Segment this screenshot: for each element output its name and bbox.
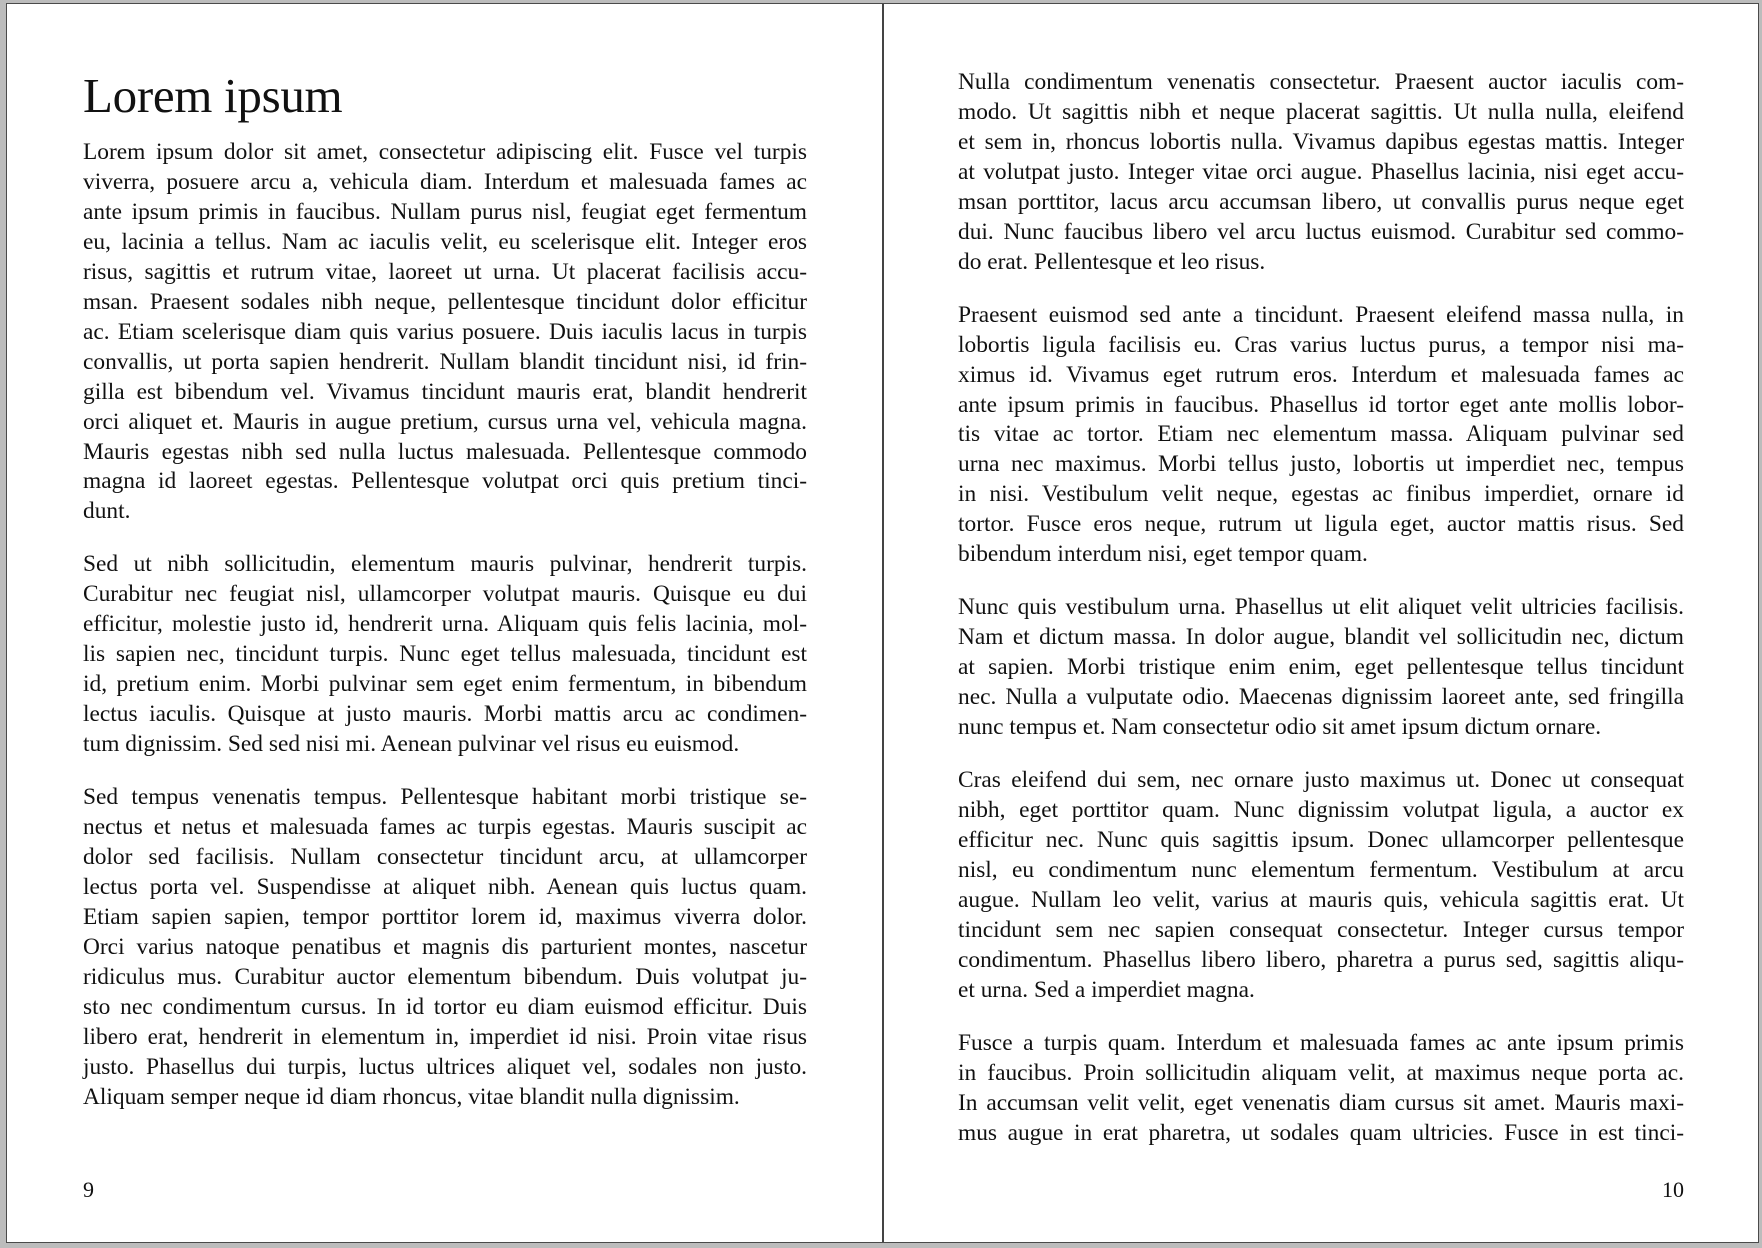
paragraph bbox=[83, 138, 807, 527]
text-line: Praesent euismod sed ante a tincidunt. Praesent eleifend massa nulla, in bbox=[958, 301, 1684, 328]
page-heading: Lorem ipsum bbox=[83, 68, 343, 123]
text-line: condimentum. Phasellus libero libero, pharetra a purus sed, sagittis aliqu- bbox=[958, 946, 1684, 973]
text-line: mus augue in erat pharetra, ut sodales quam ultricies. Fusce in est tinci- bbox=[958, 1119, 1684, 1146]
text-line: sto nec condimentum cursus. In id tortor eu diam euismod efficitur. Duis bbox=[83, 993, 807, 1020]
text-line: augue. Nullam leo velit, varius at mauris quis, vehicula sagittis erat. Ut bbox=[958, 886, 1684, 913]
text-line: ximus id. Vivamus eget rutrum eros. Interdum et malesuada fames ac bbox=[958, 361, 1684, 388]
text-line: In accumsan velit velit, eget venenatis diam cursus sit amet. Mauris maxi- bbox=[958, 1089, 1684, 1116]
text-line: Etiam sapien sapien, tempor porttitor lorem id, maximus viverra dolor. bbox=[83, 903, 807, 930]
text-line: urna nec maximus. Morbi tellus justo, lobortis ut imperdiet nec, tempus bbox=[958, 451, 1684, 478]
text-line: tis vitae ac tortor. Etiam nec elementum massa. Aliquam pulvinar sed bbox=[958, 421, 1684, 448]
text-line: lobortis ligula facilisis eu. Cras varius luctus purus, a tempor nisi ma- bbox=[958, 331, 1684, 358]
text-line: gilla est bibendum vel. Vivamus tincidunt mauris erat, blandit hendrerit bbox=[83, 378, 807, 405]
book-spread bbox=[6, 3, 1759, 1243]
text-line: risus, sagittis et rutrum vitae, laoreet ut urna. Ut placerat facilisis accu- bbox=[83, 258, 807, 285]
text-line: at sapien. Morbi tristique enim enim, eget pellentesque tellus tincidunt bbox=[958, 654, 1684, 681]
text-line: Lorem ipsum dolor sit amet, consectetur adipiscing elit. Fusce vel turpis bbox=[83, 139, 807, 165]
text-line: modo. Ut sagittis nibh et neque placerat sagittis. Ut nulla nulla, eleifend bbox=[958, 98, 1684, 125]
text-line: Aliquam semper neque id diam rhoncus, vitae blandit nulla dignissim. bbox=[83, 1083, 740, 1110]
text-line: et sem in, rhoncus lobortis nulla. Vivamus dapibus egestas mattis. Integer bbox=[958, 128, 1684, 155]
text-line: Cras eleifend dui sem, nec ornare justo maximus ut. Donec ut consequat bbox=[958, 767, 1684, 794]
paragraph bbox=[958, 301, 1684, 571]
left-text-column bbox=[83, 68, 807, 1136]
text-line: Curabitur nec feugiat nisl, ullamcorper volutpat mauris. Quisque eu dui bbox=[83, 581, 807, 608]
text-line: libero erat, hendrerit in elementum in, imperdiet id nisi. Proin vitae risus bbox=[83, 1023, 807, 1050]
text-line: ante ipsum primis in faucibus. Phasellus id tortor eget ante mollis lobor- bbox=[958, 391, 1684, 418]
text-line: Sed ut nibh sollicitudin, elementum mauris pulvinar, hendrerit turpis. bbox=[83, 551, 807, 578]
text-line: msan porttitor, lacus arcu accumsan libero, ut convallis purus neque eget bbox=[958, 188, 1684, 215]
page-number-left: 9 bbox=[83, 1177, 94, 1202]
text-line: Fusce a turpis quam. Interdum et malesuada fames ac ante ipsum primis bbox=[958, 1029, 1684, 1056]
text-line: lectus iaculis. Quisque at justo mauris. Morbi mattis arcu ac condimen- bbox=[83, 701, 807, 728]
paragraph bbox=[958, 68, 1684, 278]
text-line: do erat. Pellentesque et leo risus. bbox=[958, 248, 1266, 275]
paragraph bbox=[958, 1029, 1684, 1149]
text-line: magna id laoreet egestas. Pellentesque volutpat orci quis pretium tinci- bbox=[83, 468, 807, 495]
paragraph bbox=[958, 766, 1684, 1006]
text-line: efficitur nec. Nunc quis sagittis ipsum. Donec ullamcorper pellentesque bbox=[958, 826, 1684, 853]
text-line: lectus porta vel. Suspendisse at aliquet nibh. Aenean quis luctus quam. bbox=[83, 873, 807, 900]
right-text-column bbox=[958, 68, 1684, 1171]
text-line: viverra, posuere arcu a, vehicula diam. Interdum et malesuada fames ac bbox=[83, 168, 807, 195]
text-line: Sed tempus venenatis tempus. Pellentesque habitant morbi tristique se- bbox=[83, 784, 807, 811]
page-number-right: 10 bbox=[1662, 1177, 1684, 1202]
text-line: justo. Phasellus dui turpis, luctus ultrices aliquet vel, sodales non justo. bbox=[83, 1053, 807, 1080]
left-paragraphs bbox=[83, 138, 807, 1113]
paragraph bbox=[958, 593, 1684, 743]
right-paragraphs bbox=[958, 68, 1684, 1148]
text-line: efficitur, molestie justo id, hendrerit urna. Aliquam quis felis lacinia, mol- bbox=[83, 611, 807, 638]
text-line: Nunc quis vestibulum urna. Phasellus ut elit aliquet velit ultricies facilisis. bbox=[958, 594, 1684, 621]
text-line: bibendum interdum nisi, eget tempor quam. bbox=[958, 541, 1368, 568]
paragraph bbox=[83, 783, 807, 1112]
text-line: id, pretium enim. Morbi pulvinar sem eget enim fermentum, in bibendum bbox=[83, 671, 807, 698]
right-page bbox=[884, 4, 1758, 1242]
text-line: convallis, ut porta sapien hendrerit. Nullam blandit tincidunt nisi, id frin- bbox=[83, 348, 807, 375]
text-line: eu, lacinia a tellus. Nam ac iaculis velit, eu scelerisque elit. Integer eros bbox=[83, 228, 807, 255]
text-line: Mauris egestas nibh sed nulla luctus malesuada. Pellentesque commodo bbox=[83, 438, 807, 465]
text-line: Nulla condimentum venenatis consectetur. Praesent auctor iaculis com- bbox=[958, 69, 1684, 95]
text-line: nectus et netus et malesuada fames ac turpis egestas. Mauris suscipit ac bbox=[83, 814, 807, 841]
text-line: Orci varius natoque penatibus et magnis dis parturient montes, nascetur bbox=[83, 933, 807, 960]
text-line: tortor. Fusce eros neque, rutrum ut ligula eget, auctor mattis risus. Sed bbox=[958, 511, 1684, 538]
text-line: at volutpat justo. Integer vitae orci augue. Phasellus lacinia, nisi eget accu- bbox=[958, 158, 1684, 185]
text-line: Nam et dictum massa. In dolor augue, blandit vel sollicitudin nec, dictum bbox=[958, 624, 1684, 651]
text-line: lis sapien nec, tincidunt turpis. Nunc eget tellus malesuada, tincidunt est bbox=[83, 641, 807, 668]
text-line: in nisi. Vestibulum velit neque, egestas ac finibus imperdiet, ornare id bbox=[958, 481, 1684, 508]
text-line: dolor sed facilisis. Nullam consectetur tincidunt arcu, at ullamcorper bbox=[83, 843, 807, 870]
text-line: tum dignissim. Sed sed nisi mi. Aenean pulvinar vel risus eu euismod. bbox=[83, 731, 740, 758]
text-line: nisl, eu condimentum nunc elementum fermentum. Vestibulum at arcu bbox=[958, 856, 1684, 883]
text-line: tincidunt sem nec sapien consequat consectetur. Integer cursus tempor bbox=[958, 916, 1684, 943]
text-line: ac. Etiam scelerisque diam quis varius posuere. Duis iaculis lacus in turpis bbox=[83, 318, 807, 345]
text-line: msan. Praesent sodales nibh neque, pellentesque tincidunt dolor efficitur bbox=[83, 288, 807, 315]
text-line: ridiculus mus. Curabitur auctor elementum bibendum. Duis volutpat ju- bbox=[83, 963, 807, 990]
text-line: ante ipsum primis in faucibus. Nullam purus nisl, feugiat eget fermentum bbox=[83, 198, 807, 225]
text-line: nec. Nulla a vulputate odio. Maecenas dignissim laoreet ante, sed fringilla bbox=[958, 684, 1684, 711]
text-line: nibh, eget porttitor quam. Nunc dignissim volutpat ligula, a auctor ex bbox=[958, 796, 1684, 823]
paragraph bbox=[83, 550, 807, 760]
text-line: in faucibus. Proin sollicitudin aliquam velit, at maximus neque porta ac. bbox=[958, 1059, 1684, 1086]
text-line: orci aliquet et. Mauris in augue pretium, cursus urna vel, vehicula magna. bbox=[83, 408, 807, 435]
text-line: et urna. Sed a imperdiet magna. bbox=[958, 976, 1255, 1003]
text-line: nunc tempus et. Nam consectetur odio sit amet ipsum dictum ornare. bbox=[958, 714, 1602, 741]
text-line: dunt. bbox=[83, 498, 131, 525]
left-page bbox=[7, 4, 883, 1242]
text-line: dui. Nunc faucibus libero vel arcu luctus euismod. Curabitur sed commo- bbox=[958, 218, 1684, 245]
